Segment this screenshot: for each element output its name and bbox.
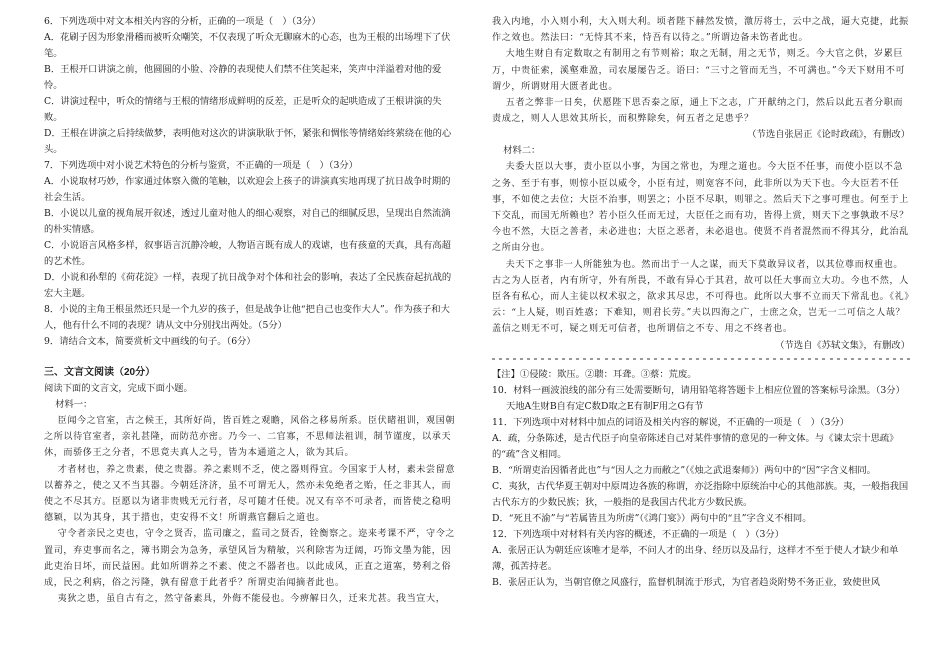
divider-dash — [830, 358, 833, 360]
divider-dash — [675, 358, 678, 360]
divider-dash — [759, 358, 762, 360]
divider-dash — [583, 358, 586, 360]
question-8: 8．小说的主角王根虽然还只是一个九岁的孩子，但是战争让他“把自己也变作大人”。作为孩子和大人，他有什么不同的表现？请从文中分别找出两处。（5分） — [44, 304, 450, 331]
divider-dash — [569, 358, 572, 360]
divider-dash — [780, 358, 783, 360]
divider-dash — [893, 358, 896, 360]
option-7c: C．小说语言风格多样，叙事语言沉静冷峻，人物语言既有成人的戏谑，也有孩童的天真，具有高超的艺术性。 — [44, 240, 451, 267]
divider-dash — [703, 358, 706, 360]
option-7b: B．小说以儿童的视角展开叙述，透过儿童对他人的细心观察，对自己的细腻反思，呈现出自然流淌的朴实情感。 — [44, 208, 451, 235]
divider-dash — [633, 358, 636, 360]
option-11b: B．“所谓吏治因循者此也”与“因人之力而敝之”（《烛之武退秦师》）两句中的“因”字含义相同。 — [492, 464, 876, 476]
divider-dash — [794, 358, 797, 360]
divider-dash — [562, 358, 565, 360]
divider-dash — [844, 358, 847, 360]
classical-paragraph-5: 我入内地，小入则小利，大入则大利。顷者陛下赫然发愤，激厉将士，云中之战，逼大克捷，此振作之效也。然法曰：“无恃其不来，恃吾有以待之。”所谓边备未饬者此也。 — [492, 17, 909, 44]
divider-dash — [590, 358, 593, 360]
divider-dash — [541, 358, 544, 360]
section-intro: 阅读下面的文言文，完成下面小题。 — [44, 383, 193, 394]
divider-dash — [872, 358, 875, 360]
divider-dash — [858, 358, 861, 360]
divider-dash — [865, 358, 868, 360]
left-column — [44, 14, 458, 607]
divider-dash — [597, 358, 600, 360]
divider-dash — [837, 358, 840, 360]
classical-paragraph-2: 才者材也，养之贵素，使之贵器。养之素则不乏，使之器则得宜。今国家于人材，素未尝留意以蓄养之，使之又不当其器。今朝廷济济，虽不可谓无人，然亦未免绝者之贻，任之非其人，而使之不尽其方。臣愿以为诸非贵贱无元行者，尽可随才任使。况又有卒不可录者，而皆使之稳明德颖，以为其身，其于措也，吏安得不文！所谓燕官翻后之道也。 — [44, 464, 456, 524]
divider-dash — [879, 358, 882, 360]
question-12: 12．下列选项中对材料有关内容的概述，不正确的一项是（ ）（3分） — [492, 528, 785, 540]
divider-dash — [738, 358, 741, 360]
divider-dash — [808, 358, 811, 360]
divider-dash — [668, 358, 671, 360]
divider-dash — [710, 358, 713, 360]
material-2-label: 材料二： — [503, 145, 541, 157]
classical-paragraph-3: 守令者亲民之吏也，守令之贤否，监司廉之，监司之贤否，铨衡察之。迩来考课不严，守令之置司，弃吏事而名之，簿书期会为急务，承望风旨为精敏，兴利除害为迂阔，巧饰文墨为能，因此吏治日坏，而民益困。此如所谓养之不素、使之不器者也。以此成风，正直之道塞，势利之俗成，民之利病，俗之污隆，孰有留意于此者乎？所谓吏治闻摘者此也。 — [44, 529, 456, 589]
option-7d: D．小说和孙犁的《荷花淀》一样，表现了抗日战争对个体和社会的影响，表达了全民族奋起抗战的宏大主题。 — [44, 272, 452, 299]
divider-dash — [555, 358, 558, 360]
option-6c: C．讲演过程中，听众的情绪与王根的情绪形成鲜明的反差，正是听众的起哄造成了王根讲演的失败。 — [44, 96, 442, 123]
question-6: 6．下列选项中对文本相关内容的分析，正确的一项是（ ）（3分） — [44, 16, 321, 27]
divider-dash — [851, 358, 854, 360]
divider-dash — [548, 358, 551, 360]
classical-paragraph-6: 大地生财自有定数取之有制用之有节则裕；取之无制，用之无节，则乏。今大官之供，岁累巨万，中贵征索，溪壑难盈，司农屡屡告乏。语曰：“三寸之管而无当，不可满也。”今天下财用不可谓少，所谓财用大匮者此也。 — [492, 49, 906, 92]
divider-dash — [513, 358, 516, 360]
divider-dash — [886, 358, 889, 360]
divider-dash — [801, 358, 804, 360]
question-9: 9．请结合文本，简要赏析文中画线的句子。（6分） — [44, 336, 256, 347]
option-12a: A．张居正认为朝廷应该唯才是举，不问人才的出身、经历以及品行，这样才不至于使人才缺少和单薄，孤苦持老。 — [492, 544, 899, 572]
question-7: 7．下列选项中对小说艺术特色的分析与鉴赏，不正确的一项是（ ）（3分） — [44, 160, 358, 171]
divider-dash — [689, 358, 692, 360]
question-10-text: 天地A生财B自有定C数D取之E有制F用之G有节 — [505, 400, 704, 412]
divider-dash — [527, 358, 530, 360]
divider-dash — [492, 358, 495, 360]
classical-paragraph-1: 臣闻今之官室，古之候王，其所好尚，皆百姓之观瞻，风俗之移易所系。臣伏睹祖训，观国朝之所以待官室者，亲礼甚隆，而防范亦密。乃今一、二官寡，不思师法祖训，制节谨度，以承天休，而骄侈王之分者，不思竟夫真人之号，皆为本通道之人，欲为其后。 — [44, 416, 456, 459]
divider-dash — [576, 358, 579, 360]
divider-dash — [900, 358, 903, 360]
divider-dash — [654, 358, 657, 360]
divider-dash — [907, 358, 910, 360]
divider-dash — [619, 358, 622, 360]
divider-dash — [682, 358, 685, 360]
divider-dash — [499, 358, 502, 360]
divider-dash — [520, 358, 523, 360]
divider-dash — [822, 358, 825, 360]
divider-dash — [534, 358, 537, 360]
classical-paragraph-9: 夫天下之事非一人所能独为也。然而出于一人之谋，而天下莫敢异议者，以其位尊而权重也。古之为人臣者，内有所守，外有所畏，不敢有异心于其君，故可以任大事而立大功。今也不然，人臣各有私心，而人主徒以权术驭之，欲求其尽忠，不可得也。此所以大事不立而天下常乱也。《礼》云：“上人疑，则百姓惑；下难知，则君长劳。”夫以四海之广，士庶之众，岂无一二可信之人哉？盖信之则无不可，疑之则无可信者，也所谓信之不专、用之不终者也。 — [492, 259, 910, 335]
annotation-note: 【注】①侵陵：欺压。②聩：耳聋。③蔡：荒废。 — [492, 368, 697, 380]
divider-dash — [745, 358, 748, 360]
divider-dash — [717, 358, 720, 360]
divider-dash — [626, 358, 629, 360]
material-1-label: 材料一： — [55, 399, 93, 410]
option-6a: A．花刷子因为形象滑稽而被听众嘲笑，不仅表现了听众无聊麻木的心态，也为王根的出场埋下了伏笔。 — [44, 32, 451, 59]
divider-dash — [787, 358, 790, 360]
divider-dash — [696, 358, 699, 360]
divider-dash — [640, 358, 643, 360]
divider-dash — [724, 358, 727, 360]
divider-dash — [647, 358, 650, 360]
right-column — [492, 14, 910, 591]
divider-dash — [605, 358, 608, 360]
option-11a: A．疏，分条陈述，是古代臣子向皇帝陈述自己对某件事情的意见的一种文体。与《谏太宗十思疏》的“疏”含义相同。 — [492, 432, 899, 460]
option-11c: C．夷狄，古代华夏王朝对中原周边各族的称谓，亦泛指除中原统治中心的其他部族。夷，一般指我国古代东方的少数民族；狄，一般指的是我国古代北方少数民族。 — [492, 480, 909, 508]
divider-dash — [773, 358, 776, 360]
classical-paragraph-8: 夫委大臣以大事，责小臣以小事，为国之常也，为理之道也。今大臣不任事，而使小臣以不急之务、至于有事，则惊小臣以威令，小臣有过，则宽容不问，此非所以为天下也。今大臣若不任事，不如使之去位；大臣不治事，则罢之；小臣不尽职，则罪之。然后天下之事可理也。何至于上下交乱，而国无所赖也？若小臣久任而无过，大臣任之而有功，皆得上赏，则天下之事孰敢不尽？今也不然，大臣之善者，未必进也；大臣之恶者，未必退也。使贤不肖者混然而不得其分，此治乱之所由分也。 — [492, 162, 909, 254]
divider-dash — [766, 358, 769, 360]
classical-paragraph-7: 五者之弊非一日矣，伏愿陛下思否泰之原，通上下之志，广开献纳之门，然后以此五者分职而责成之，则人人思效其所长，而积弊除矣，何五者之足患乎？ — [492, 98, 904, 125]
option-12b: B．张居正认为，当朝官僚之风盛行，监督机制流于形式，为官者趋炎附势不务正业，致使世风 — [492, 576, 881, 588]
question-11: 11．下列选项中对材料中加点的词语及相关内容的解说，不正确的一项是（ ）（3分） — [492, 416, 850, 428]
divider-dash — [612, 358, 615, 360]
section-3-heading: 三、文言文阅读（20分） — [44, 367, 156, 378]
divider-dash — [661, 358, 664, 360]
source-citation-1: （节选自张居正《论时政疏》，有删改） — [747, 129, 910, 141]
divider-dash — [815, 358, 818, 360]
dashed-divider — [492, 358, 910, 361]
question-10: 10．材料一画波浪线的部分有三处需要断句，请用铅笔将答题卡上相应位置的答案标号涂黑。（3分） — [492, 384, 905, 396]
option-6d: D．王根在讲演之后持续做梦，表明他对这次的讲演耿耿于怀，紧张和惆怅等情绪始终萦绕在他的心头。 — [44, 128, 452, 155]
classical-paragraph-4: 夷狄之患，虽自古有之，然守备素具，外侮不能侵也。今痹解日久，迁来尤甚。我当宣大， — [57, 594, 446, 605]
option-6b: B．王根开口讲演之前，他圆圆的小脸、冷静的表现使人们禁不住笑起来，笑声中洋溢着对他的爱怜。 — [44, 64, 442, 91]
divider-dash — [506, 358, 509, 360]
option-7a: A．小说取材巧妙，作家通过体察入微的笔触，以欢迎会上孩子的讲演真实地再现了抗日战争时期的社会生活。 — [44, 176, 451, 203]
source-citation-2: （节选自《苏轼文集》，有删改） — [775, 339, 910, 351]
divider-dash — [731, 358, 734, 360]
option-11d: D．“死且不渝”与“若属皆且为所虏”（《鸿门宴》）两句中的“且”字含义不相同。 — [492, 512, 812, 524]
divider-dash — [752, 358, 755, 360]
